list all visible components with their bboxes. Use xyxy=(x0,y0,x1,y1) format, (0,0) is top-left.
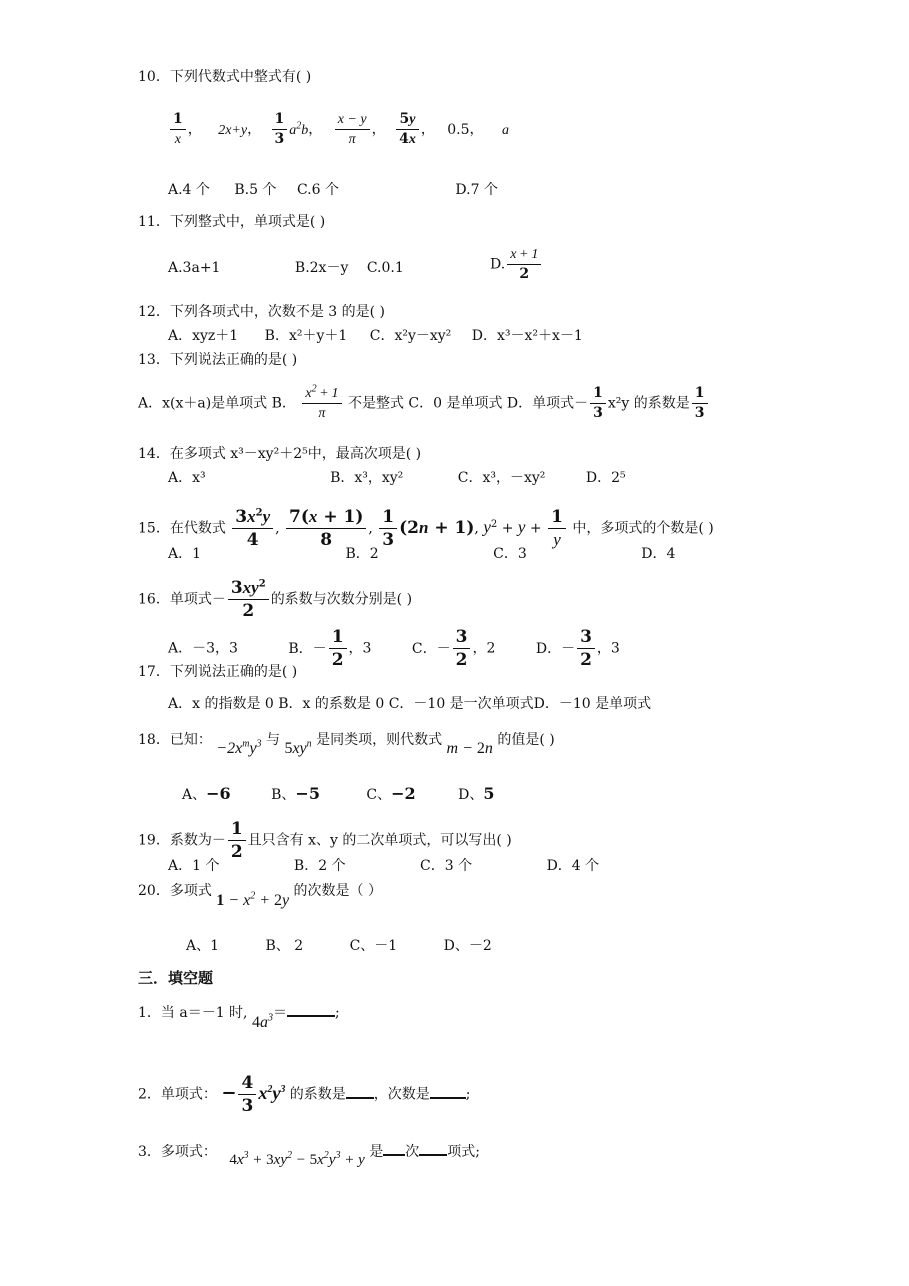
fraction: $\frac{1}{3}$ xyxy=(590,384,606,423)
q11-stem: 11．下列整式中，单项式是( ) xyxy=(138,214,326,230)
fraction: $\frac{5y}{4x}$ xyxy=(396,110,419,149)
q10-options: A.4 个 B.5 个 C.6 个 D.7 个 xyxy=(168,182,498,198)
q13-stem: 13．下列说法正确的是( ) xyxy=(138,352,298,368)
fill-1: 1．当 a＝－1 时, $4a^3=$ ; xyxy=(138,1005,340,1031)
fraction: $\frac{1}{3}$ xyxy=(379,506,397,551)
q16-options: A．－3，3 B．－ $\frac{1}{2}$ ，3 C．－ $\frac{3}{2}$ ，2 D．－ $\frac{3}{2}$ ，3 xyxy=(168,627,620,670)
fraction: $\frac{x^2 + 1}{\pi}$ xyxy=(302,384,341,423)
section-heading: 三．填空题 xyxy=(138,969,214,987)
fraction: $\frac{1}{3}$ xyxy=(272,110,288,149)
q13-options: A．x(x＋a)是单项式 B． $\frac{x^2 + 1}{\pi}$ 不是整式 C．0 是单项式 D．单项式－ $\frac{1}{3}$ x²y 的系数是 $\frac{1}{3}$ xyxy=(138,384,710,423)
q18-options: A、−6 B、−5 C、−2 D、5 xyxy=(182,784,495,803)
q10-stem: 10．下列代数式中整式有( ) xyxy=(138,69,312,85)
fraction: $\frac{7(x + 1)}{8}$ xyxy=(286,506,366,551)
fraction: $\frac{4}{3}$ xyxy=(238,1072,256,1117)
answer-blank[interactable] xyxy=(346,1085,374,1099)
q17-stem: 17．下列说法正确的是( ) xyxy=(138,664,298,680)
q19-options: A．1 个 B．2 个 C．3 个 D．4 个 xyxy=(168,858,600,874)
fraction: $\frac{1}{y}$ xyxy=(548,506,566,551)
fraction: $\frac{3xy^2}{2}$ xyxy=(228,577,269,622)
q17-options: A．x 的指数是 0 B．x 的系数是 0 C．－10 是一次单项式D．－10 是单项式 xyxy=(168,696,652,712)
fraction: $\frac{x - y}{\pi}$ xyxy=(335,110,370,149)
q12-stem: 12．下列各项式中，次数不是 3 的是( ) xyxy=(138,304,385,320)
q18-stem: 18．已知： $-2x^my^3$ 与 $5xy^n$ 是同类项，则代数式 m − 2n 的值是( ) xyxy=(138,732,555,757)
q11-options: A.3a+1 B.2x－y C.0.1 xyxy=(168,260,404,276)
answer-blank[interactable] xyxy=(430,1085,466,1099)
fraction: $\frac{1}{x}$ xyxy=(170,110,186,149)
q10-expressions: $\frac{1}{x}$ ， 2x+y， $\frac{1}{3}$ $a^2b$， $\frac{x - y}{\pi}$ ， $\frac{5y}{4x}$ ， 0.5， a xyxy=(168,110,509,149)
q12-options: A．xyz＋1 B．x²＋y＋1 C．x²y－xy² D．x³－x²＋x－1 xyxy=(168,328,583,344)
fraction: $\frac{3}{2}$ xyxy=(577,626,595,671)
fraction: $\frac{x + 1}{2}$ xyxy=(507,245,541,284)
fill-2: 2．单项式： − $\frac{4}{3}$ $x^2y^3$ 的系数是 ，次数是 ; xyxy=(138,1073,471,1116)
fill-3: 3．多项式： $4x^3 + 3xy^2 - 5x^2y^3 + y$ 是 次 项式; xyxy=(138,1144,480,1168)
q11-option-d: D. $\frac{x + 1}{2}$ xyxy=(490,245,543,284)
q20-stem: 20．多项式 $1 - x^2 + 2y$ 的次数是（ ） xyxy=(138,883,382,909)
answer-blank[interactable] xyxy=(383,1142,405,1156)
answer-blank[interactable] xyxy=(419,1142,447,1156)
q15-stem: 15．在代数式 $\frac{3x^2y}{4}$ , $\frac{7(x + 1)}{8}$ , $\frac{1}{3}$ (2n + 1), $y^2 + y$ + $\frac{1}{y}$ 中，多项式的个数是( ) xyxy=(138,507,714,550)
q19-stem: 19．系数为－ $\frac{1}{2}$ 且只含有 x、y 的二次单项式，可以写出( ) xyxy=(138,819,512,862)
fraction: $\frac{3}{2}$ xyxy=(453,626,471,671)
q14-stem: 14．在多项式 x³－xy²＋2⁵中，最高次项是( ) xyxy=(138,446,422,462)
q14-options: A．x³ B．x³，xy² C．x³，－xy² D．2⁵ xyxy=(168,470,626,486)
q15-options: A．1 B．2 C．3 D．4 xyxy=(168,546,676,562)
fraction: $\frac{1}{2}$ xyxy=(228,818,246,863)
answer-blank[interactable] xyxy=(287,1003,335,1017)
fraction: $\frac{3x^2y}{4}$ xyxy=(232,506,273,551)
fraction: $\frac{1}{2}$ xyxy=(329,626,347,671)
q20-options: A、1 B、 2 C、－1 D、－2 xyxy=(186,938,492,954)
q16-stem: 16．单项式－ $\frac{3xy^2}{2}$ 的系数与次数分别是( ) xyxy=(138,578,413,621)
fraction: $\frac{1}{3}$ xyxy=(692,384,708,423)
